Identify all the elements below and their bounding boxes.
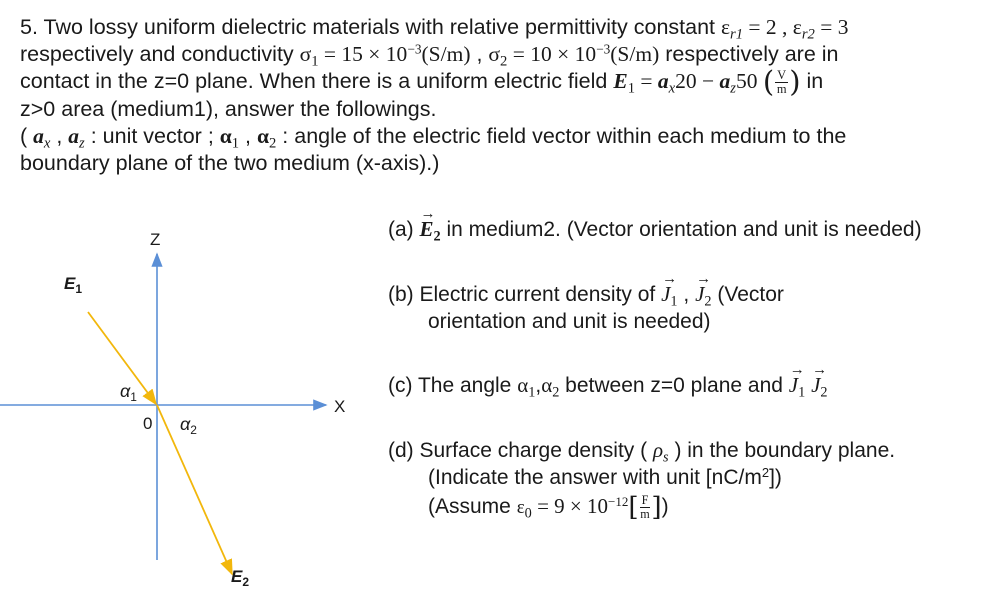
- problem-line-3: contact in the z=0 plane. When there is a uniform electric field $E_1 = a_x20 - a_z50$ ( $\frac{V}{m}$ ) in: [20, 64, 824, 99]
- question-d: (d) Surface charge density ( $\rho_s$ ) in the boundary plane.: [388, 438, 896, 466]
- alpha2-label: $\alpha_2$: [180, 414, 197, 437]
- e2-label: $E_2$: [231, 567, 250, 589]
- question-d-line3: (Assume $\varepsilon_0 = 9 \times 10^{-12}$[ $\frac{F}{m}$ ]): [428, 492, 669, 523]
- problem-line-2: respectively and conductivity $\sigma_1 = 15 \times 10^{-3}(S/m)$ , $\sigma_2 = 10 \times 10^{-3}(S/m)$ respectively are in: [20, 41, 839, 70]
- x-axis-label: X: [334, 397, 346, 416]
- question-b: (b) Electric current density of → $J_1$ , → $J_2$ (Vector: [388, 281, 784, 308]
- question-d-line2: (Indicate the answer with unit $[nC/m^2]$): [428, 464, 782, 489]
- problem-line-1: 5. Two lossy uniform dielectric materials with relative permittivity constant $\varepsilon_{r1} = 2$ , $\varepsilon_{r2} = 3$: [20, 15, 849, 43]
- origin-label: 0: [143, 414, 153, 433]
- unit-fraction-f-per-m: $\frac{F}{m}$: [640, 493, 650, 521]
- alpha1-label: $\alpha_1$: [120, 381, 137, 404]
- problem-line-4: z>0 area (medium1), answer the followings.: [20, 96, 437, 121]
- problem-line-6: boundary plane of the two medium (x-axis).): [20, 150, 440, 175]
- question-c: (c) The angle $\alpha_1,\alpha_2$ between z=0 plane and → $J_1 \to J_2$: [388, 372, 828, 399]
- z-axis-label: Z: [150, 230, 161, 249]
- problem-statement: [20, 14, 995, 177]
- question-b-line2: orientation and unit is needed): [428, 310, 711, 333]
- question-a: $(a) \to E_2$ in medium2. (Vector orientation and unit is needed): [388, 216, 922, 243]
- unit-fraction-v-per-m: $\frac{V}{m}$: [776, 67, 787, 96]
- field-diagram: [0, 212, 380, 612]
- problem-line-5: ( $a_x$ , $a_z$ : unit vector ; $\alpha_1$ , $\alpha_2$ : angle of the electric field vector within each medium to the: [20, 123, 847, 152]
- e1-label: $E_1$: [64, 274, 83, 296]
